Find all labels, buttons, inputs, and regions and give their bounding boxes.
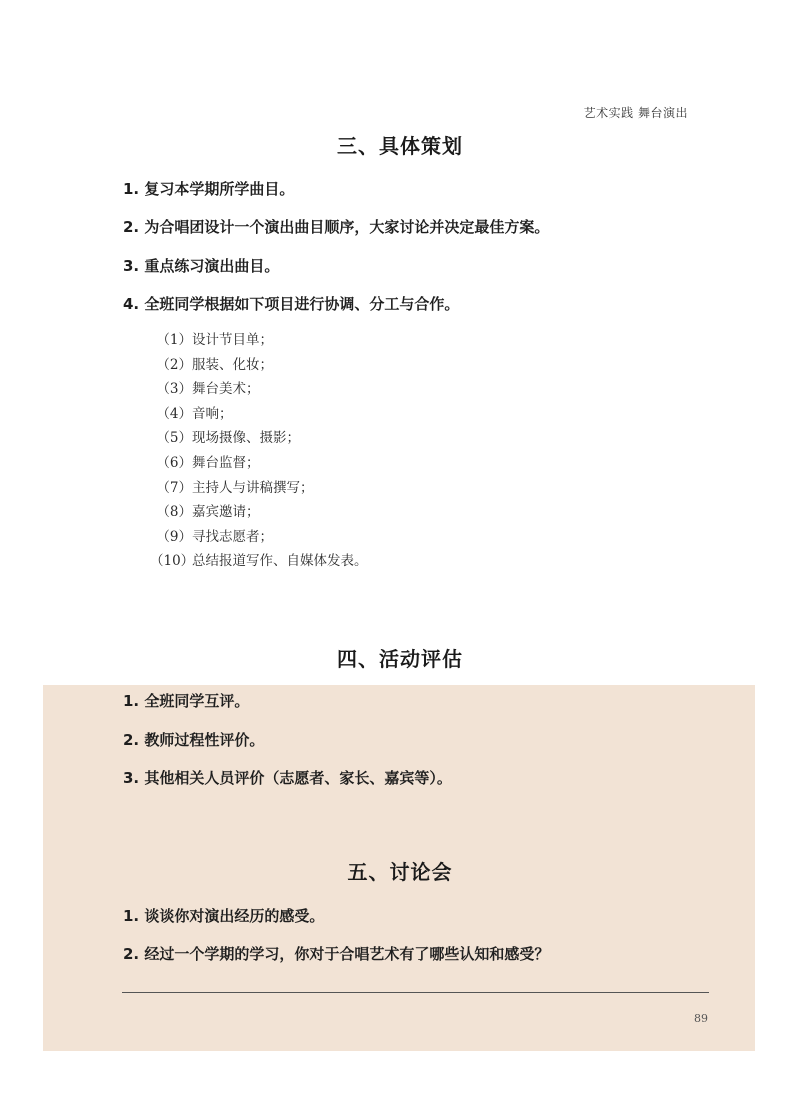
evaluation-item-2: 2. 教师过程性评价。 (123, 731, 265, 749)
sub-item: （3）舞台美术； (156, 381, 260, 398)
sub-item: （1）设计节目单； (156, 332, 273, 348)
sub-item: （4）音响； (156, 405, 233, 422)
sub-item: （7）主持人与讲稿撰写； (156, 479, 314, 496)
sub-item: （6）舞台监督； (156, 454, 260, 471)
planning-item-2: 2. 为合唱团设计一个演出曲目顺序，大家讨论并决定最佳方案。 (123, 218, 550, 236)
planning-item-3: 3. 重点练习演出曲目。 (123, 257, 280, 275)
evaluation-heading: 四、活动评估 (337, 647, 463, 671)
section-tag: 艺术实践 舞台演出 (583, 106, 688, 120)
discussion-item-1: 1. 谈谈你对演出经历的感受。 (123, 907, 325, 925)
task-sub-list (150, 328, 368, 574)
page-number: 89 (694, 1012, 708, 1025)
planning-item-4: 4. 全班同学根据如下项目进行协调、分工与合作。 (123, 295, 460, 313)
evaluation-item-3: 3. 其他相关人员评价（志愿者、家长、嘉宾等）。 (123, 769, 452, 787)
sub-item: （9）寻找志愿者； (156, 528, 273, 545)
planning-item-1: 1. 复习本学期所学曲目。 (123, 180, 295, 198)
sub-item: （10）总结报道写作、自媒体发表。 (150, 553, 368, 570)
sub-item: （5）现场摄像、摄影； (156, 430, 300, 447)
discussion-heading: 五、讨论会 (347, 860, 453, 884)
sub-item: （2）服装、化妆； (156, 356, 273, 373)
discussion-item-2: 2. 经过一个学期的学习，你对于合唱艺术有了哪些认知和感受？ (123, 945, 550, 963)
evaluation-item-1: 1. 全班同学互评。 (123, 692, 250, 710)
planning-heading: 三、具体策划 (337, 134, 463, 158)
footer-divider (122, 992, 709, 993)
sub-item: （8）嘉宾邀请； (156, 504, 260, 521)
